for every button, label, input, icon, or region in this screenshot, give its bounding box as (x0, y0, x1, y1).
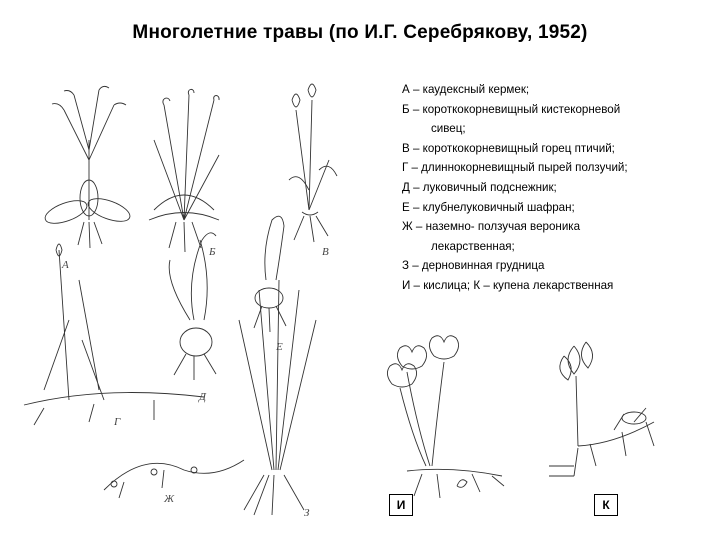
plant-zh-label: Ж (164, 493, 175, 505)
legend-item-continuation: сивец; (431, 122, 466, 136)
plant-a-label: А (62, 259, 69, 271)
photo-label-k: К (594, 494, 618, 516)
plants-illustration (4, 70, 355, 520)
legend-item: З – дерновинная грудница (402, 259, 545, 273)
legend-item: В – короткокорневищный горец птичий; (402, 141, 615, 155)
plant-b-label: Б (209, 246, 216, 258)
plant-v-label: В (322, 246, 329, 258)
legend-item: Г – длиннокорневищный пырей ползучий; (402, 161, 628, 175)
oxalis-illustration (362, 326, 528, 520)
plant-v-drawing (289, 84, 337, 242)
plant-z-drawing (239, 280, 316, 515)
plant-e-drawing (254, 216, 286, 332)
plant-e-label: Е (276, 341, 283, 353)
plant-d-label: Д (199, 391, 206, 403)
legend-item-continuation: лекарственная; (431, 239, 515, 253)
page-title: Многолетние травы (по И.Г. Серебрякову, 1952) (132, 22, 588, 43)
plant-a-drawing (42, 86, 133, 248)
plant-b-drawing (149, 89, 219, 252)
plant-z-label: З (304, 507, 310, 519)
legend-item: Д – луковичный подснежник; (402, 180, 557, 194)
photo-label-i: И (389, 494, 413, 516)
legend-item: И – кислица; К – купена лекарственная (402, 278, 614, 292)
legend-item: Е – клубнелуковичный шафран; (402, 200, 575, 214)
plant-g-drawing (24, 244, 204, 425)
legend-item: А – каудексный кермек; (402, 83, 530, 96)
legend (402, 80, 714, 296)
polygonatum-illustration (534, 326, 700, 520)
plant-g-label: Г (114, 416, 121, 428)
legend-item: Б – короткокорневищный кистекорневой (402, 102, 621, 116)
legend-item: Ж – наземно- ползучая вероника (402, 220, 581, 234)
